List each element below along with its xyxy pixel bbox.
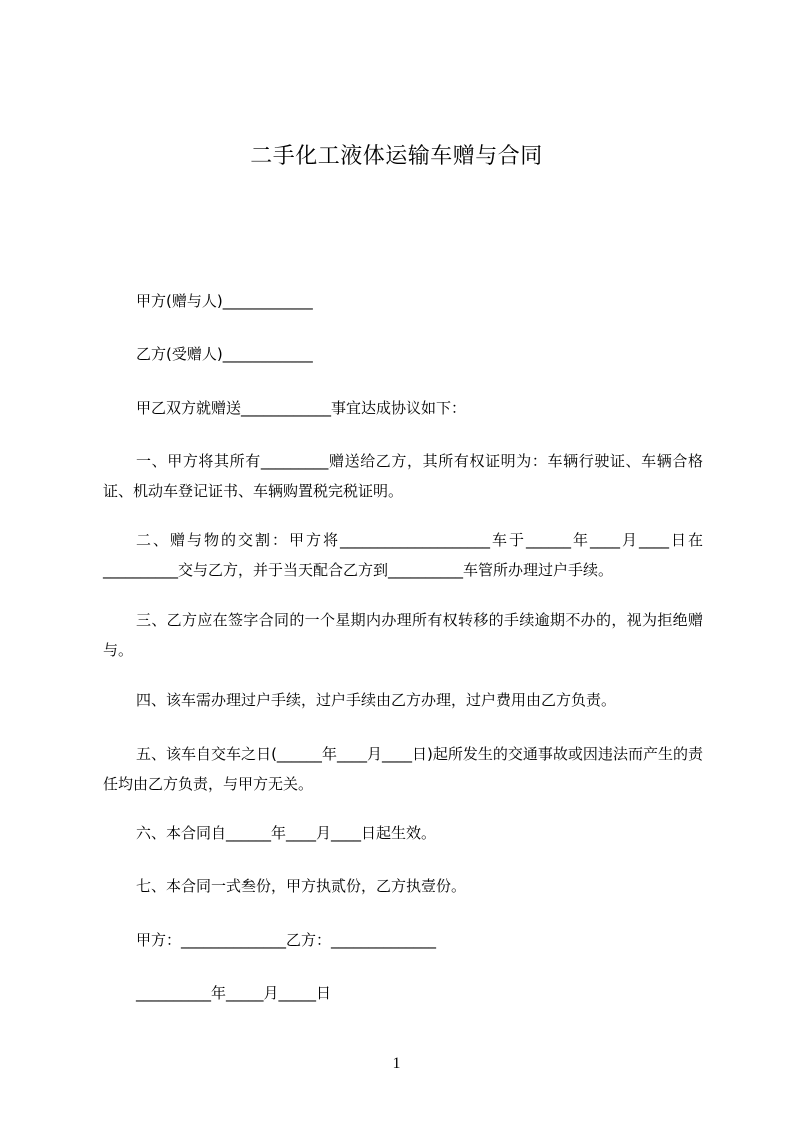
page-number: 1	[392, 1055, 401, 1072]
clause-4: 四、该车需办理过户手续，过户手续由乙方办理，过户费用由乙方负责。	[136, 691, 617, 709]
clause-5: 五、该车自交车之日(______年____月____日)起所发生的交通事故或因违法而产生的责任均由乙方负责，与甲方无关。	[103, 745, 703, 793]
signature-line: 甲方：______________乙方：______________	[136, 931, 437, 949]
party-a-line: 甲方(赠与人)____________	[136, 292, 313, 310]
party-b-line: 乙方(受赠人)____________	[136, 345, 313, 363]
agreement-intro: 甲乙双方就赠送____________事宜达成协议如下：	[136, 399, 467, 417]
date-line: __________年_____月_____日	[136, 984, 332, 1002]
clause-3: 三、乙方应在签字合同的一个星期内办理所有权转移的手续逾期不办的，视为拒绝赠与。	[103, 611, 703, 659]
clause-1: 一、甲方将其所有_________赠送给乙方，其所有权证明为：车辆行驶证、车辆合格证、机动车登记证书、车辆购置税完税证明。	[103, 452, 703, 500]
clause-2: 二、赠与物的交割：甲方将____________________车于______年____月____日在__________交与乙方，并于当天配合乙方到__________车管所办理过户手续。	[103, 531, 703, 579]
clause-6: 六、本合同自______年____月____日起生效。	[136, 824, 437, 842]
document-title: 二手化工液体运输车赠与合同	[250, 144, 543, 169]
clause-7: 七、本合同一式叁份，甲方执贰份，乙方执壹份。	[136, 877, 467, 895]
